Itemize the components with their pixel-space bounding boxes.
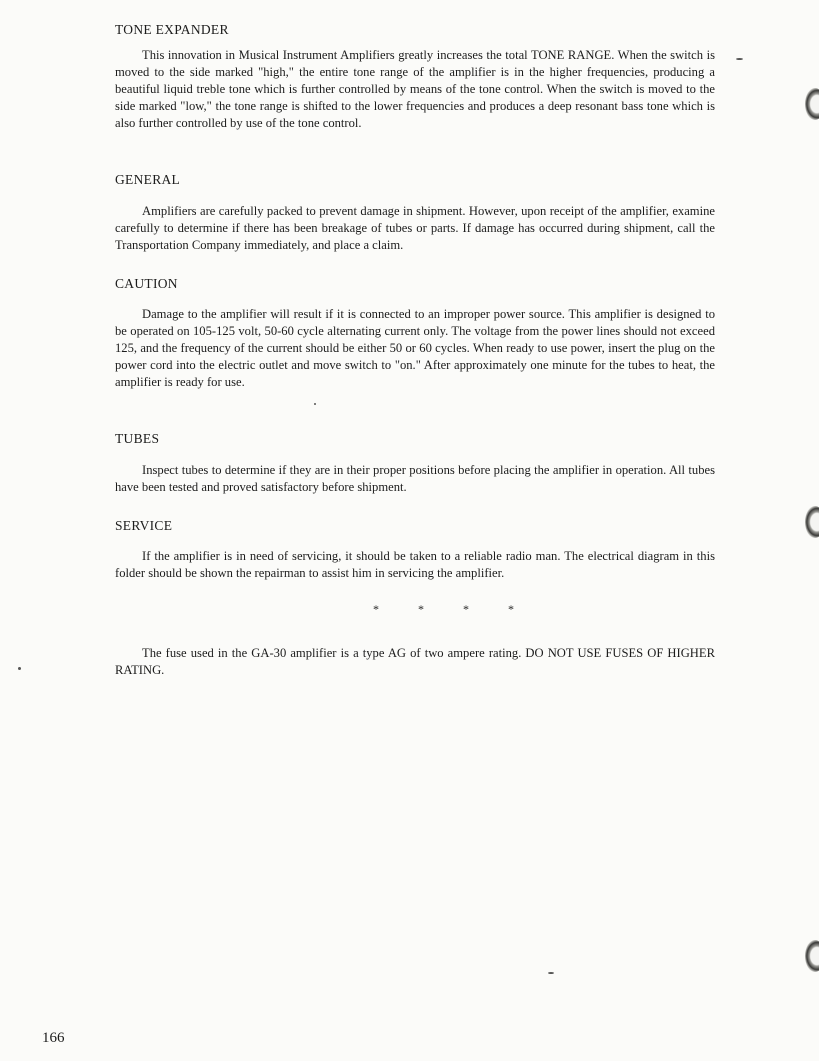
section-heading-caution: CAUTION [115, 276, 178, 291]
binding-hole-middle [805, 506, 819, 538]
page-number: 166 [42, 1030, 65, 1046]
section-body-general: Amplifiers are carefully packed to prevent damage in shipment. However, upon receipt of the amplifier, examine carefully to determine if there has been breakage of tubes or parts. If damage has occurred during shipment, call the Transportation Company immediately, and place a claim. [115, 204, 715, 252]
section-body-caution: Damage to the amplifier will result if it is connected to an improper power source. This amplifier is designed to be operated on 105-125 volt, 50-60 cycle alternating current only. The voltage from the power lines should not exceed 125, and the frequency of the current should be either 50 or 60 cycles. When ready to use power, insert the plug on the power cord into the electric outlet and move switch to "on." After approximately one minute for the tubes to heat, the amplifier is ready for use. [115, 307, 715, 389]
section-heading-general: GENERAL [115, 172, 181, 187]
scan-speck [314, 403, 316, 405]
section-heading-tone-expander: TONE EXPANDER [115, 22, 229, 37]
section-heading-tubes: TUBES [115, 431, 160, 446]
scan-speck [736, 58, 743, 60]
section-separator: * * * * [373, 602, 532, 616]
section-body-tone-expander: This innovation in Musical Instrument Amplifiers greatly increases the total TONE RANGE. When the switch is moved to the side marked "high," the entire tone range of the amplifier is in the higher frequencies, producing a beautiful liquid treble tone which is further controlled by means of the tone control. When the switch is moved to the side marked "low," the tone range is shifted to the lower frequencies and produces a deep resonant bass tone which is also further controlled by use of the tone control. [115, 48, 715, 130]
section-body-service: If the amplifier is in need of servicing, it should be taken to a reliable radio man. The electrical diagram in this folder should be shown the repairman to assist him in servicing the amplifier. [115, 549, 715, 580]
section-body-tubes: Inspect tubes to determine if they are in their proper positions before placing the amplifier in operation. All tubes have been tested and proved satisfactory before shipment. [115, 463, 715, 494]
binding-hole-top [805, 88, 819, 120]
binding-hole-bottom [805, 940, 819, 972]
fuse-note: The fuse used in the GA-30 amplifier is a type AG of two ampere rating. DO NOT USE FUSES OF HIGHER RATING. [115, 646, 715, 677]
scan-speck [548, 972, 554, 974]
section-heading-service: SERVICE [115, 518, 173, 533]
scan-speck [18, 667, 21, 670]
